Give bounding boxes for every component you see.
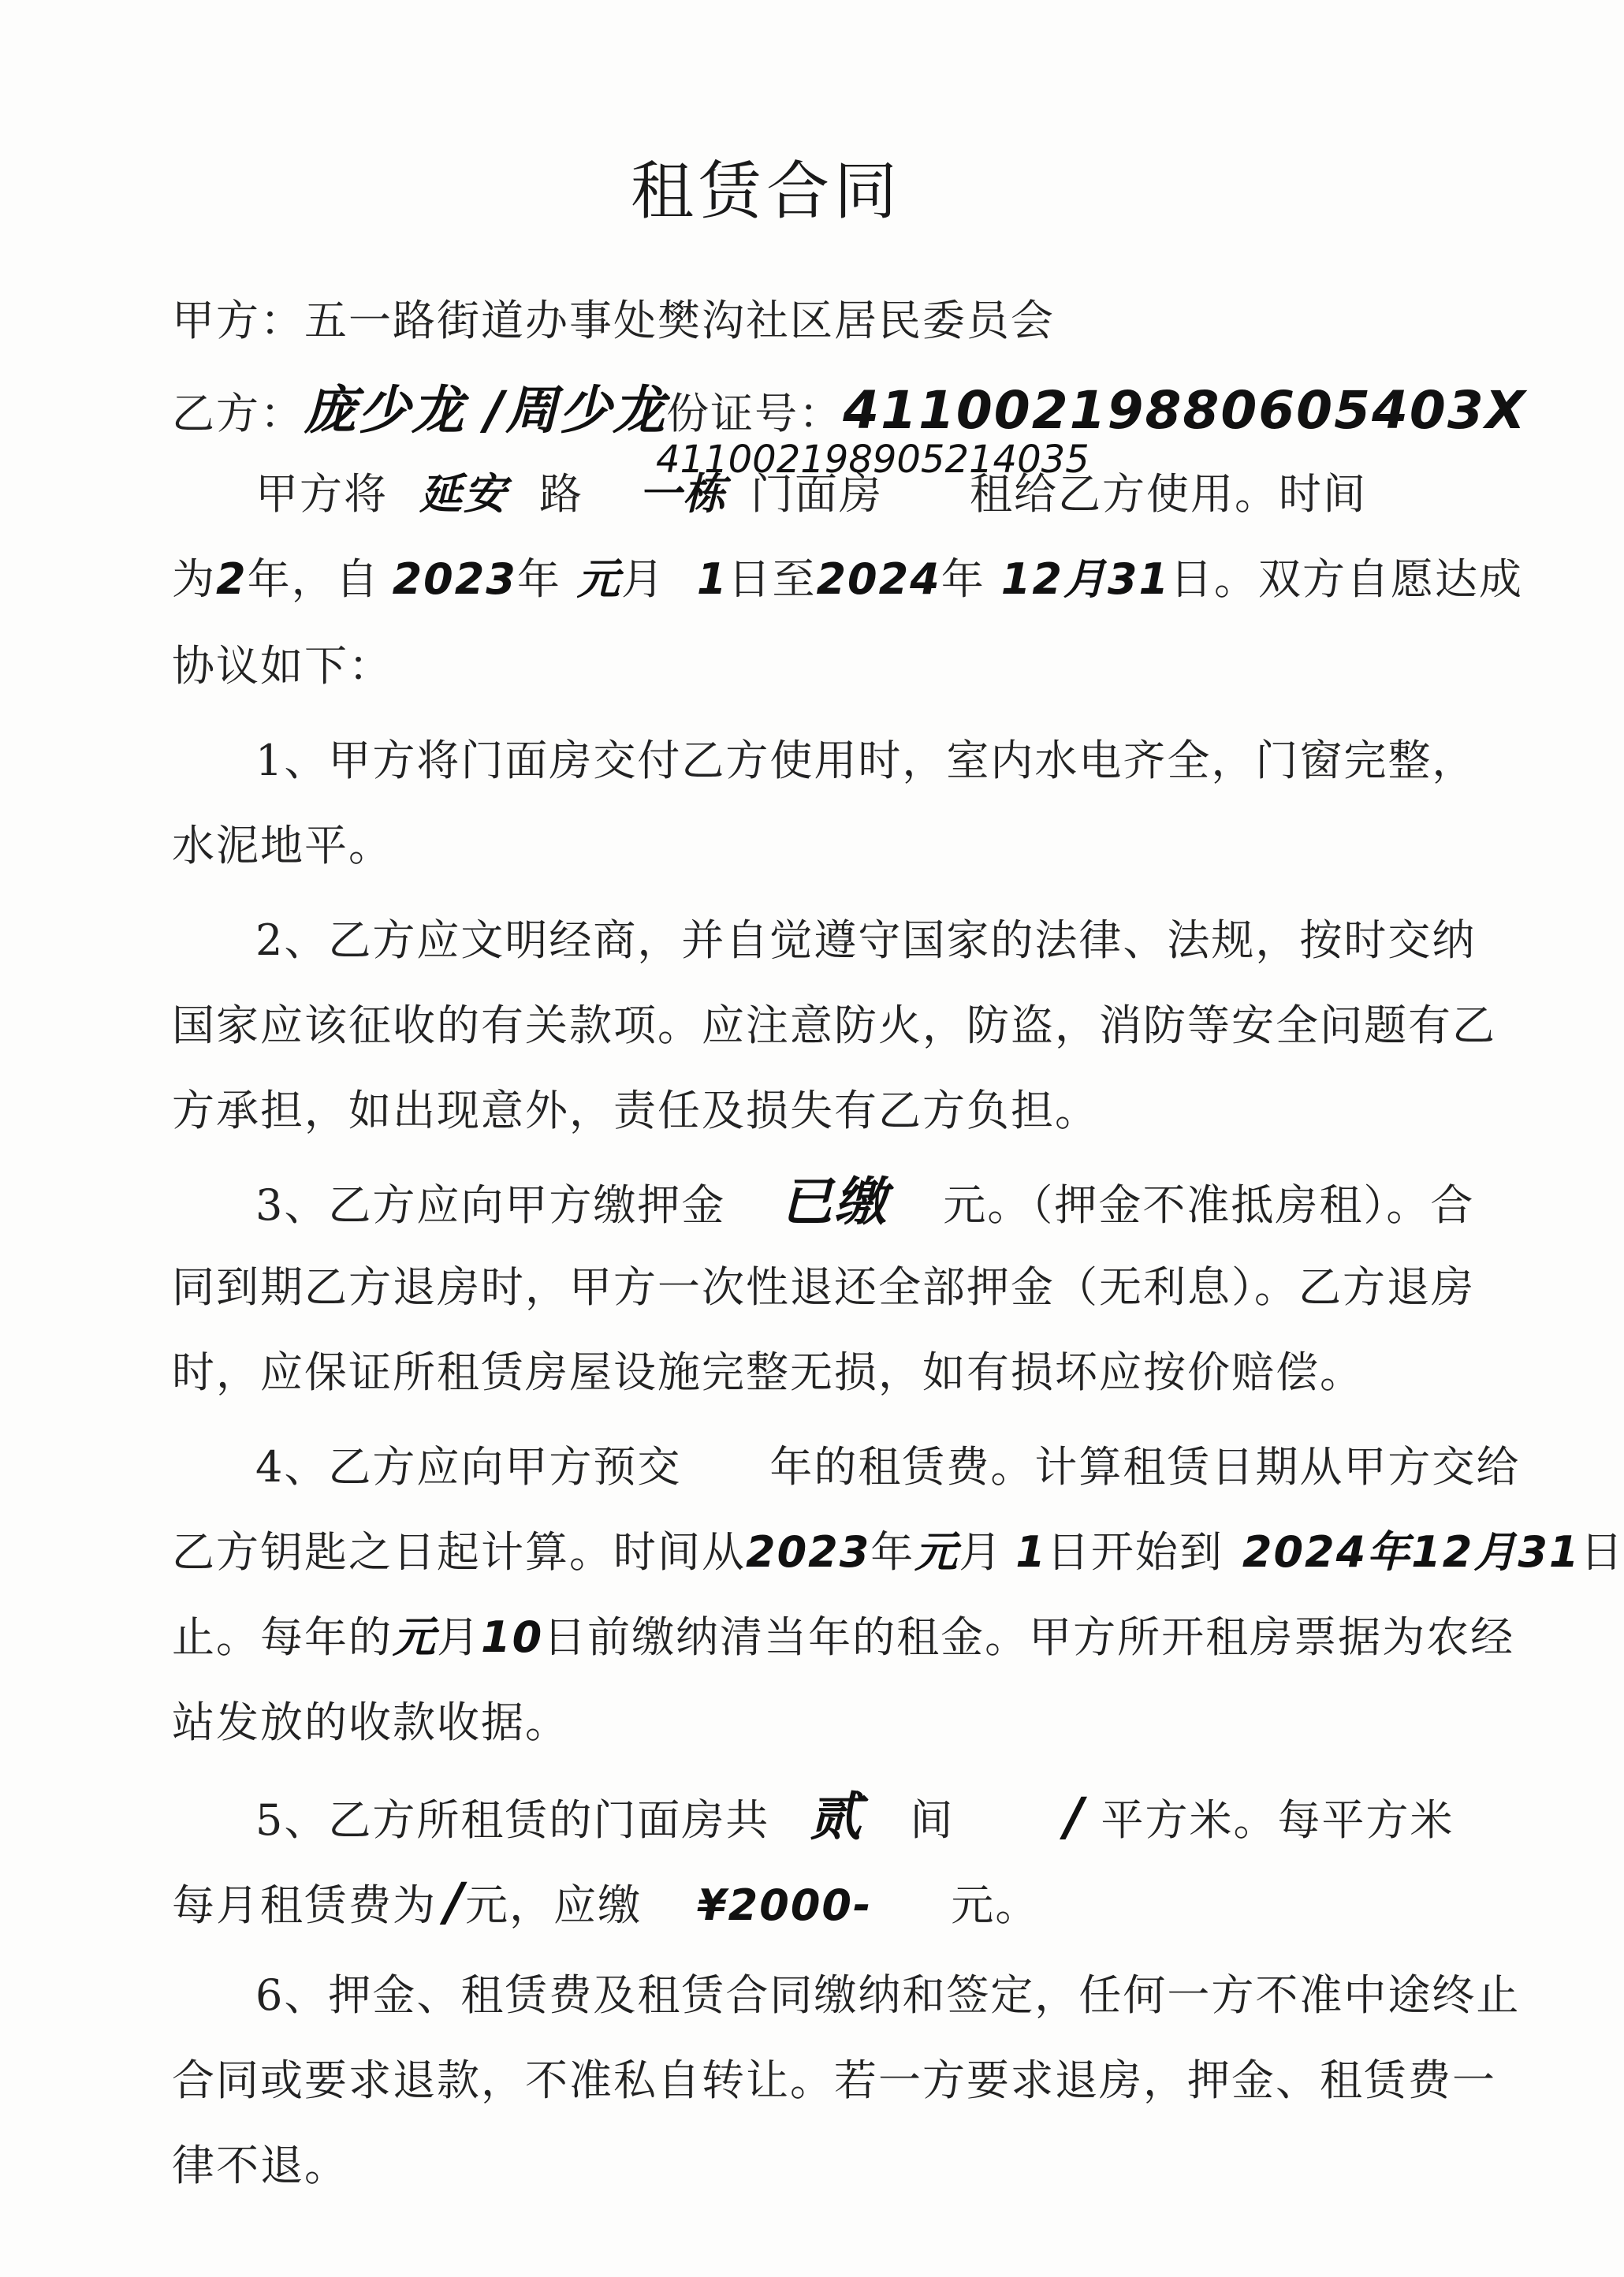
start-year: 2023 [392,554,517,604]
clause-6-line-3: 律不退。 [172,2141,348,2190]
total-amount: ¥2000- [697,1880,873,1930]
lease-years: 2 [216,554,248,604]
building: 一栋 [639,469,727,519]
intro-text: 门面房 [751,469,883,519]
clause-text: 止。每年的 [172,1612,393,1662]
intro-text: 日至 [728,554,817,604]
intro-line-3: 协议如下： [172,641,393,691]
intro-text: 为 [172,554,216,604]
clause-2-line-2: 国家应该征收的有关款项。应注意防火，防盗，消防等安全问题有乙 [172,1001,1496,1050]
id-label: 份证号： [666,389,844,438]
area: / [1064,1787,1086,1847]
clause-text: 元。 [951,1880,1040,1930]
clause-text: 平方米。每平方米 [1101,1795,1455,1845]
intro-text: 年 [941,554,985,604]
clause-4-line-1: 4、乙方应向甲方预交 年的租赁费。计算租赁日期从甲方交给 [255,1442,1521,1492]
clause-text: 3、乙方应向甲方缴押金 [255,1180,726,1230]
id-number-1: 41100219880605403X [843,380,1527,441]
intro-text: 年，自 [247,554,380,604]
clause-2-line-1: 2、乙方应文明经商，并自觉遵守国家的法律、法规，按时交纳 [255,915,1477,965]
intro-line-2 [172,536,1524,623]
clause-text: 日 [1580,1527,1624,1577]
room-count: 贰 [809,1787,863,1847]
clause-text: 每月租赁费为 [172,1880,437,1930]
clause-5-line-1 [255,1774,1455,1861]
end-month-day: 12月31 [1000,554,1171,604]
clause-6-line-1: 6、押金、租赁费及租赁合同缴纳和签定，任何一方不准中途终止 [255,1970,1521,2020]
pay-day: 10 [481,1612,544,1662]
road-name: 延安 [419,469,508,519]
from-year: 2023 [746,1527,871,1577]
clause-text: 月 [959,1527,1004,1577]
start-day: 1 [696,554,728,604]
clause-text: 日开始到 [1046,1527,1224,1577]
clause-1-line-2: 水泥地平。 [172,821,393,870]
party-b-label: 乙方： [172,389,304,438]
from-month: 元 [914,1527,959,1577]
intro-text: 路 [539,469,583,519]
intro-text: 月 [620,554,665,604]
intro-line-1 [255,451,1386,538]
intro-text: 日。双方自愿达成 [1170,554,1524,604]
clause-5-line-2 [172,1859,1386,1946]
clause-text: 元。（押金不准抵房租）。合 [943,1180,1475,1230]
start-month: 元 [576,554,621,604]
clause-4-line-3 [172,1594,1515,1681]
clause-text: 乙方钥匙之日起计算。时间从 [172,1527,746,1577]
id-number-2: 411002198905214035 [656,438,1089,482]
party-a-line: 甲方：五一路街道办事处樊沟社区居民委员会 [172,296,1055,345]
clause-2-line-3: 方承担，如出现意外，责任及损失有乙方负担。 [172,1086,1099,1135]
deposit-amount: 已缴 [780,1172,888,1232]
pay-month: 元 [393,1612,437,1662]
clause-6-line-2: 合同或要求退款，不准私自转让。若一方要求退房，押金、租赁费一 [172,2055,1496,2105]
from-day: 1 [1015,1527,1047,1577]
end-year: 2024 [816,554,941,604]
clause-text: 月 [437,1612,481,1662]
clause-text: 元，应缴 [465,1880,643,1930]
clause-1-line-1: 1、甲方将门面房交付乙方使用时，室内水电齐全，门窗完整， [255,736,1477,785]
unit-price: / [445,1872,466,1932]
clause-3-line-1 [255,1159,1475,1246]
to-date: 2024年12月31 [1242,1527,1581,1577]
clause-text: 间 [910,1795,955,1845]
clause-text: 年 [870,1527,915,1577]
clause-4-line-2 [172,1509,1624,1596]
clause-4-line-4: 站发放的收款收据。 [172,1698,569,1747]
intro-text: 年 [516,554,561,604]
intro-text: 租给乙方使用。时间 [970,469,1367,519]
clause-text: 5、乙方所租赁的门面房共 [255,1795,770,1845]
page-title: 租赁合同 [631,155,902,228]
clause-text: 日前缴纳清当年的租金。甲方所开租房票据为农经 [543,1612,1515,1662]
clause-3-line-2: 同到期乙方退房时，甲方一次性退还全部押金（无利息）。乙方退房 [172,1262,1475,1312]
intro-text: 甲方将 [255,469,388,519]
clause-3-line-3: 时，应保证所租赁房屋设施完整无损，如有损坏应按价赔偿。 [172,1347,1364,1397]
party-b-names: 庞少龙 /周少龙 [304,380,667,441]
